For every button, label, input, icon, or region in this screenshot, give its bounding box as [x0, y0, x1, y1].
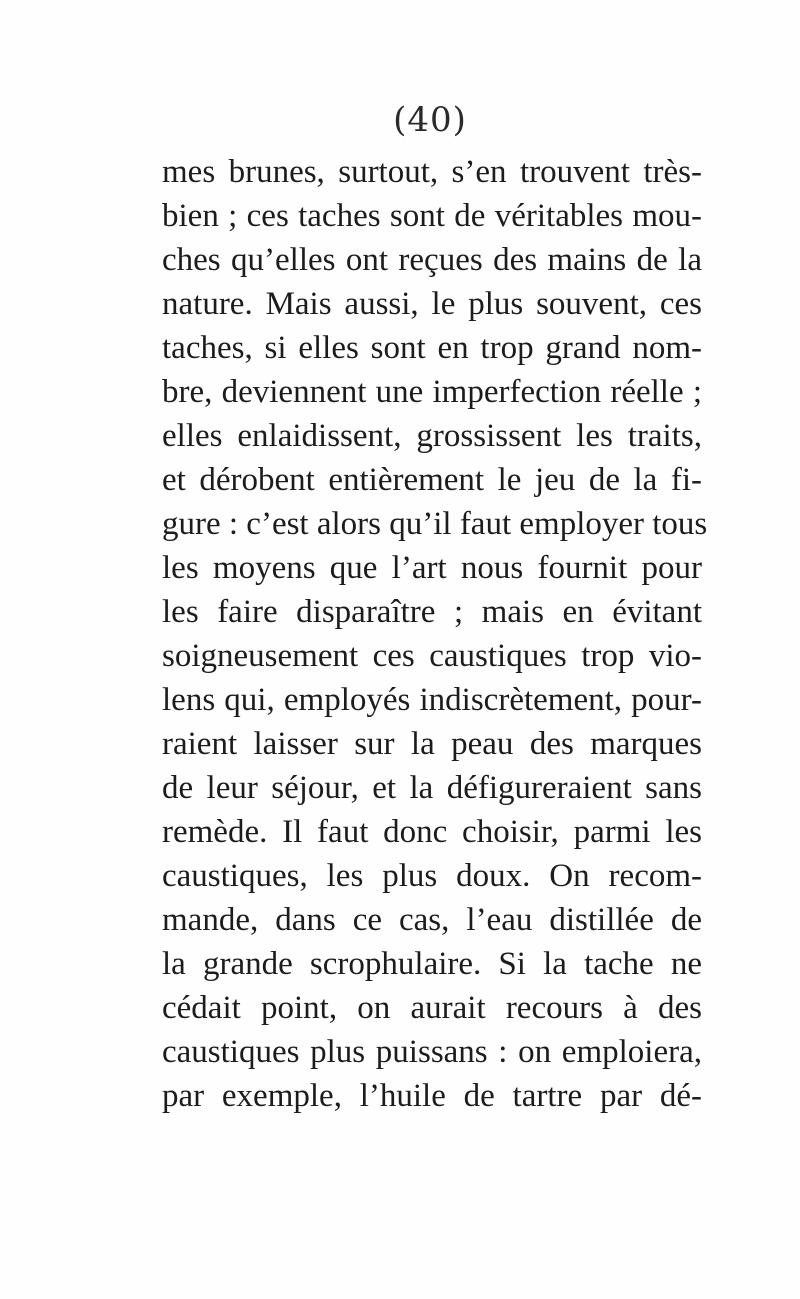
text-line: nature. Mais aussi, le plus souvent, ces: [162, 286, 702, 322]
text-line: et dérobent entièrement le jeu de la fi-: [162, 462, 702, 498]
text-line: soigneusement ces caustiques trop vio-: [162, 638, 702, 674]
text-line: bien ; ces taches sont de véritables mou-: [162, 198, 702, 234]
text-line: remède. Il faut donc choisir, parmi les: [162, 814, 702, 850]
text-line: par exemple, l’huile de tartre par dé-: [162, 1078, 702, 1114]
text-line: mande, dans ce cas, l’eau distillée de: [162, 902, 702, 938]
text-line: taches, si elles sont en trop grand nom-: [162, 330, 702, 366]
text-line: caustiques, les plus doux. On recom-: [162, 858, 702, 894]
text-line: ches qu’elles ont reçues des mains de la: [162, 242, 702, 278]
text-line: lens qui, employés indiscrètement, pour-: [162, 682, 702, 718]
text-line: bre, deviennent une imperfection réelle ;: [162, 374, 702, 410]
text-line: gure : c’est alors qu’il faut employer tous: [162, 506, 708, 542]
text-line: mes brunes, surtout, s’en trouvent très-: [162, 154, 702, 190]
text-line: caustiques plus puissans : on emploiera,: [162, 1034, 702, 1070]
text-line: la grande scrophulaire. Si la tache ne: [162, 946, 702, 982]
text-line: elles enlaidissent, grossissent les traits,: [162, 418, 702, 454]
page-number: (40): [393, 100, 467, 140]
text-line: cédait point, on aurait recours à des: [162, 990, 702, 1026]
text-line: les faire disparaître ; mais en évitant: [162, 594, 702, 630]
text-line: raient laisser sur la peau des marques: [162, 726, 702, 762]
text-line: de leur séjour, et la défigureraient sans: [162, 770, 702, 806]
text-line: les moyens que l’art nous fournit pour: [162, 550, 702, 586]
